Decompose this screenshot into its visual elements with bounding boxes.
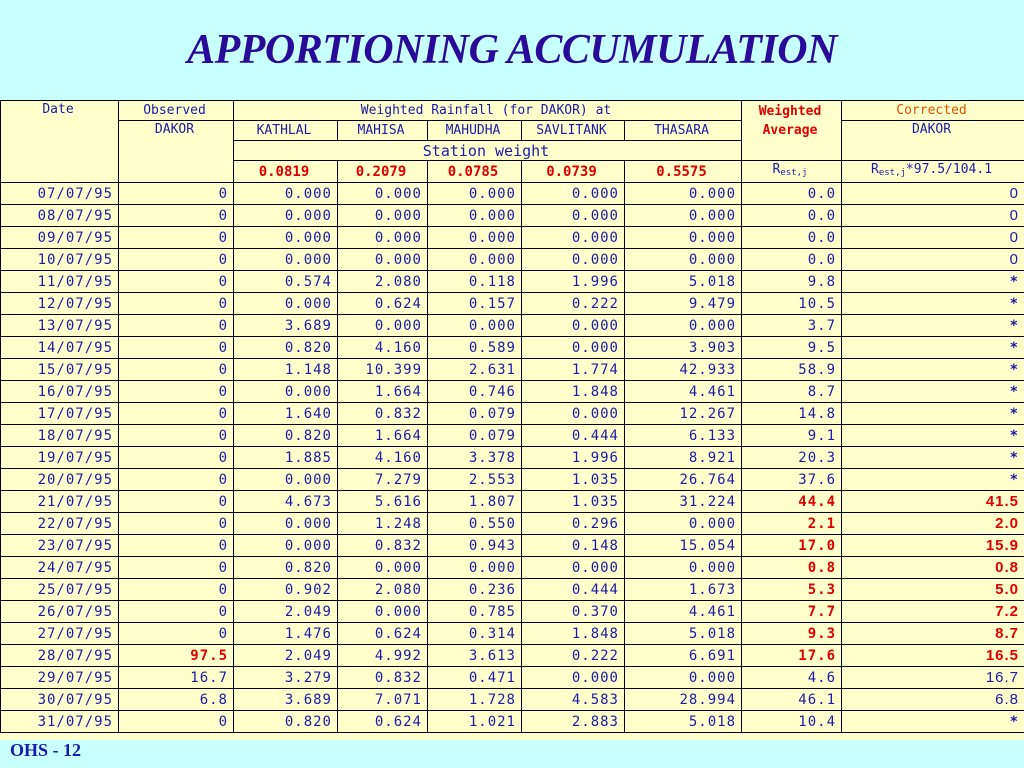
thasara-cell: 0.000 — [625, 205, 742, 227]
savlitank-cell: 1.996 — [522, 447, 625, 469]
table-row — [1, 249, 1024, 271]
corrected-cell: * — [842, 469, 1024, 491]
mahisa-cell: 7.279 — [338, 469, 428, 491]
mahudha-cell: 0.000 — [428, 249, 522, 271]
mahudha-cell: 1.807 — [428, 491, 522, 513]
date-cell: 19/07/95 — [1, 447, 119, 469]
savlitank-cell: 0.000 — [522, 227, 625, 249]
thasara-cell: 4.461 — [625, 601, 742, 623]
observed-header: Observed — [119, 101, 234, 121]
observed-cell: 0 — [119, 447, 234, 469]
date-cell: 15/07/95 — [1, 359, 119, 381]
table-row — [1, 689, 1024, 711]
weighted-average-cell: 8.7 — [742, 381, 842, 403]
savlitank-cell: 1.035 — [522, 469, 625, 491]
date-cell: 26/07/95 — [1, 601, 119, 623]
mahisa-cell: 5.616 — [338, 491, 428, 513]
station-savlitank: SAVLITANK — [522, 121, 625, 141]
corrected-station-header: DAKOR — [842, 121, 1024, 161]
mahisa-cell: 0.000 — [338, 183, 428, 205]
date-cell: 24/07/95 — [1, 557, 119, 579]
observed-cell: 0 — [119, 601, 234, 623]
date-cell: 31/07/95 — [1, 711, 119, 733]
savlitank-cell: 1.996 — [522, 271, 625, 293]
date-cell: 27/07/95 — [1, 623, 119, 645]
mahisa-cell: 7.071 — [338, 689, 428, 711]
kathlal-cell: 0.574 — [234, 271, 338, 293]
rainfall-table — [0, 100, 1024, 733]
observed-cell: 0 — [119, 623, 234, 645]
date-cell: 13/07/95 — [1, 315, 119, 337]
corrected-cell: 7.2 — [842, 601, 1024, 623]
date-header: Date — [1, 101, 119, 183]
mahudha-cell: 0.000 — [428, 205, 522, 227]
weighted-average-cell: 5.3 — [742, 579, 842, 601]
thasara-cell: 4.461 — [625, 381, 742, 403]
thasara-cell: 26.764 — [625, 469, 742, 491]
kathlal-cell: 1.148 — [234, 359, 338, 381]
kathlal-cell: 0.820 — [234, 711, 338, 733]
savlitank-cell: 1.035 — [522, 491, 625, 513]
mahisa-cell: 4.160 — [338, 447, 428, 469]
weighted-average-cell: 20.3 — [742, 447, 842, 469]
date-cell: 11/07/95 — [1, 271, 119, 293]
table-row — [1, 645, 1024, 667]
mahudha-cell: 0.118 — [428, 271, 522, 293]
observed-cell: 6.8 — [119, 689, 234, 711]
kathlal-cell: 1.640 — [234, 403, 338, 425]
weighted-average-cell: 46.1 — [742, 689, 842, 711]
mahudha-cell: 0.471 — [428, 667, 522, 689]
weighted-average-cell: 0.0 — [742, 249, 842, 271]
thasara-cell: 5.018 — [625, 623, 742, 645]
corrected-cell: * — [842, 271, 1024, 293]
table-row — [1, 381, 1024, 403]
mahisa-cell: 0.624 — [338, 293, 428, 315]
corrected-cell: 41.5 — [842, 491, 1024, 513]
thasara-cell: 0.000 — [625, 557, 742, 579]
corrected-cell: * — [842, 337, 1024, 359]
observed-cell: 0 — [119, 469, 234, 491]
weighted-average-cell: 17.6 — [742, 645, 842, 667]
header-row-1 — [1, 101, 1024, 121]
mahudha-cell: 0.589 — [428, 337, 522, 359]
savlitank-cell: 0.370 — [522, 601, 625, 623]
observed-cell: 0 — [119, 227, 234, 249]
kathlal-cell: 1.885 — [234, 447, 338, 469]
mahisa-cell: 0.000 — [338, 227, 428, 249]
observed-cell: 0 — [119, 183, 234, 205]
table-row — [1, 293, 1024, 315]
date-cell: 29/07/95 — [1, 667, 119, 689]
observed-cell: 0 — [119, 293, 234, 315]
table-row — [1, 513, 1024, 535]
mahudha-cell: 0.943 — [428, 535, 522, 557]
weighted-average-cell: 7.7 — [742, 601, 842, 623]
mahudha-cell: 1.021 — [428, 711, 522, 733]
mahisa-cell: 0.000 — [338, 205, 428, 227]
date-cell: 14/07/95 — [1, 337, 119, 359]
savlitank-cell: 4.583 — [522, 689, 625, 711]
observed-cell: 0 — [119, 337, 234, 359]
kathlal-cell: 0.820 — [234, 557, 338, 579]
corrected-cell: 0 — [842, 205, 1024, 227]
observed-cell: 0 — [119, 579, 234, 601]
date-cell: 17/07/95 — [1, 403, 119, 425]
corrected-formula-suffix: *97.5/104.1 — [905, 162, 993, 177]
weight-mahisa: 0.2079 — [338, 161, 428, 183]
kathlal-cell: 0.820 — [234, 425, 338, 447]
mahisa-cell: 0.000 — [338, 249, 428, 271]
table-row — [1, 271, 1024, 293]
thasara-cell: 0.000 — [625, 183, 742, 205]
observed-cell: 0 — [119, 513, 234, 535]
thasara-cell: 3.903 — [625, 337, 742, 359]
table-row — [1, 205, 1024, 227]
mahisa-cell: 4.160 — [338, 337, 428, 359]
corrected-cell: 8.7 — [842, 623, 1024, 645]
mahudha-cell: 0.785 — [428, 601, 522, 623]
kathlal-cell: 0.902 — [234, 579, 338, 601]
observed-cell: 0 — [119, 381, 234, 403]
savlitank-cell: 0.000 — [522, 315, 625, 337]
table-row — [1, 337, 1024, 359]
kathlal-cell: 4.673 — [234, 491, 338, 513]
savlitank-cell: 1.774 — [522, 359, 625, 381]
savlitank-cell: 0.148 — [522, 535, 625, 557]
corrected-cell: 0 — [842, 227, 1024, 249]
weighted-average-cell: 9.5 — [742, 337, 842, 359]
weighted-rainfall-header: Weighted Rainfall (for DAKOR) at — [234, 101, 742, 121]
r-est-header — [742, 161, 842, 183]
table-row — [1, 579, 1024, 601]
mahudha-cell: 0.314 — [428, 623, 522, 645]
slide-footer: OHS - 12 — [10, 740, 82, 760]
savlitank-cell: 0.000 — [522, 403, 625, 425]
kathlal-cell: 0.000 — [234, 293, 338, 315]
weighted-average-cell: 37.6 — [742, 469, 842, 491]
table-row — [1, 315, 1024, 337]
observed-cell: 0 — [119, 271, 234, 293]
r-est-base: R — [772, 162, 781, 177]
savlitank-cell: 0.000 — [522, 249, 625, 271]
date-cell: 21/07/95 — [1, 491, 119, 513]
mahisa-cell: 0.000 — [338, 601, 428, 623]
observed-cell: 0 — [119, 403, 234, 425]
table-row — [1, 601, 1024, 623]
mahisa-cell: 0.000 — [338, 557, 428, 579]
date-cell: 22/07/95 — [1, 513, 119, 535]
weighted-average-cell: 0.0 — [742, 227, 842, 249]
savlitank-cell: 0.000 — [522, 183, 625, 205]
thasara-cell: 5.018 — [625, 711, 742, 733]
weighted-average-cell: 58.9 — [742, 359, 842, 381]
observed-cell: 0 — [119, 535, 234, 557]
corrected-cell: * — [842, 425, 1024, 447]
mahudha-cell: 3.378 — [428, 447, 522, 469]
observed-cell: 0 — [119, 425, 234, 447]
kathlal-cell: 2.049 — [234, 645, 338, 667]
corrected-cell: 0.8 — [842, 557, 1024, 579]
weighted-average-cell: 0.0 — [742, 183, 842, 205]
table-row — [1, 623, 1024, 645]
slide-title: APPORTIONING ACCUMULATION — [187, 27, 837, 73]
corrected-cell: 16.7 — [842, 667, 1024, 689]
corrected-formula-header — [842, 161, 1024, 183]
weight-kathlal: 0.0819 — [234, 161, 338, 183]
thasara-cell: 6.691 — [625, 645, 742, 667]
kathlal-cell: 3.689 — [234, 689, 338, 711]
observed-cell: 97.5 — [119, 645, 234, 667]
mahudha-cell: 0.236 — [428, 579, 522, 601]
thasara-cell: 0.000 — [625, 513, 742, 535]
date-cell: 12/07/95 — [1, 293, 119, 315]
mahisa-cell: 0.624 — [338, 711, 428, 733]
corrected-cell: 0 — [842, 249, 1024, 271]
weighted-average-header: Weighted Average — [742, 101, 842, 161]
savlitank-cell: 0.222 — [522, 293, 625, 315]
table-row — [1, 557, 1024, 579]
thasara-cell: 5.018 — [625, 271, 742, 293]
corrected-cell: * — [842, 315, 1024, 337]
mahudha-cell: 0.079 — [428, 425, 522, 447]
corrected-cell: 5.0 — [842, 579, 1024, 601]
weighted-average-cell: 3.7 — [742, 315, 842, 337]
weighted-average-cell: 9.3 — [742, 623, 842, 645]
mahisa-cell: 0.832 — [338, 403, 428, 425]
header-row-2 — [1, 121, 1024, 141]
kathlal-cell: 0.000 — [234, 381, 338, 403]
table-row — [1, 183, 1024, 205]
table-row — [1, 403, 1024, 425]
mahudha-cell: 0.000 — [428, 183, 522, 205]
corrected-cell: * — [842, 359, 1024, 381]
mahudha-cell: 0.079 — [428, 403, 522, 425]
mahisa-cell: 1.248 — [338, 513, 428, 535]
date-cell: 18/07/95 — [1, 425, 119, 447]
thasara-cell: 0.000 — [625, 227, 742, 249]
weighted-average-cell: 9.1 — [742, 425, 842, 447]
mahisa-cell: 0.832 — [338, 535, 428, 557]
mahisa-cell: 0.832 — [338, 667, 428, 689]
thasara-cell: 15.054 — [625, 535, 742, 557]
corrected-cell: * — [842, 403, 1024, 425]
weighted-average-cell: 10.5 — [742, 293, 842, 315]
mahudha-cell: 0.550 — [428, 513, 522, 535]
r-est-sub: est,j — [780, 168, 808, 178]
observed-cell: 0 — [119, 711, 234, 733]
date-cell: 20/07/95 — [1, 469, 119, 491]
weighted-average-cell: 4.6 — [742, 667, 842, 689]
weight-mahudha: 0.0785 — [428, 161, 522, 183]
thasara-cell: 0.000 — [625, 249, 742, 271]
table-row — [1, 447, 1024, 469]
thasara-cell: 0.000 — [625, 315, 742, 337]
kathlal-cell: 0.000 — [234, 205, 338, 227]
weighted-average-cell: 0.0 — [742, 205, 842, 227]
mahisa-cell: 1.664 — [338, 425, 428, 447]
table-row — [1, 227, 1024, 249]
station-kathlal: KATHLAL — [234, 121, 338, 141]
weight-thasara: 0.5575 — [625, 161, 742, 183]
thasara-cell: 6.133 — [625, 425, 742, 447]
mahudha-cell: 2.631 — [428, 359, 522, 381]
corrected-cell: 15.9 — [842, 535, 1024, 557]
kathlal-cell: 0.820 — [234, 337, 338, 359]
savlitank-cell: 0.000 — [522, 557, 625, 579]
observed-station-header: DAKOR — [119, 121, 234, 183]
table-row — [1, 667, 1024, 689]
kathlal-cell: 0.000 — [234, 183, 338, 205]
observed-cell: 0 — [119, 315, 234, 337]
savlitank-cell: 0.444 — [522, 579, 625, 601]
table-row — [1, 469, 1024, 491]
weighted-average-cell: 0.8 — [742, 557, 842, 579]
savlitank-cell: 1.848 — [522, 381, 625, 403]
date-cell: 08/07/95 — [1, 205, 119, 227]
mahudha-cell: 0.746 — [428, 381, 522, 403]
thasara-cell: 8.921 — [625, 447, 742, 469]
mahudha-cell: 0.000 — [428, 227, 522, 249]
weighted-average-cell: 9.8 — [742, 271, 842, 293]
date-cell: 25/07/95 — [1, 579, 119, 601]
station-weight-header: Station weight — [234, 141, 742, 161]
kathlal-cell: 0.000 — [234, 535, 338, 557]
mahisa-cell: 4.992 — [338, 645, 428, 667]
savlitank-cell: 0.296 — [522, 513, 625, 535]
mahisa-cell: 2.080 — [338, 579, 428, 601]
date-cell: 23/07/95 — [1, 535, 119, 557]
mahudha-cell: 2.553 — [428, 469, 522, 491]
r-est-sub-2: est,j — [878, 168, 906, 178]
table-row — [1, 359, 1024, 381]
table-row — [1, 425, 1024, 447]
mahisa-cell: 1.664 — [338, 381, 428, 403]
kathlal-cell: 0.000 — [234, 249, 338, 271]
kathlal-cell: 0.000 — [234, 227, 338, 249]
corrected-header: Corrected — [842, 101, 1024, 121]
observed-cell: 16.7 — [119, 667, 234, 689]
thasara-cell: 12.267 — [625, 403, 742, 425]
kathlal-cell: 3.279 — [234, 667, 338, 689]
kathlal-cell: 1.476 — [234, 623, 338, 645]
station-mahisa: MAHISA — [338, 121, 428, 141]
thasara-cell: 28.994 — [625, 689, 742, 711]
savlitank-cell: 0.222 — [522, 645, 625, 667]
kathlal-cell: 0.000 — [234, 513, 338, 535]
date-cell: 30/07/95 — [1, 689, 119, 711]
mahisa-cell: 2.080 — [338, 271, 428, 293]
weight-savlitank: 0.0739 — [522, 161, 625, 183]
weighted-average-cell: 2.1 — [742, 513, 842, 535]
savlitank-cell: 0.000 — [522, 667, 625, 689]
mahudha-cell: 0.157 — [428, 293, 522, 315]
corrected-cell: 16.5 — [842, 645, 1024, 667]
corrected-cell: * — [842, 293, 1024, 315]
thasara-cell: 9.479 — [625, 293, 742, 315]
observed-cell: 0 — [119, 205, 234, 227]
thasara-cell: 31.224 — [625, 491, 742, 513]
observed-cell: 0 — [119, 557, 234, 579]
station-thasara: THASARA — [625, 121, 742, 141]
thasara-cell: 0.000 — [625, 667, 742, 689]
corrected-cell: 0 — [842, 183, 1024, 205]
thasara-cell: 42.933 — [625, 359, 742, 381]
weighted-average-cell: 10.4 — [742, 711, 842, 733]
mahudha-cell: 0.000 — [428, 557, 522, 579]
observed-cell: 0 — [119, 491, 234, 513]
savlitank-cell: 0.000 — [522, 205, 625, 227]
station-mahudha: MAHUDHA — [428, 121, 522, 141]
mahisa-cell: 10.399 — [338, 359, 428, 381]
date-cell: 28/07/95 — [1, 645, 119, 667]
kathlal-cell: 3.689 — [234, 315, 338, 337]
kathlal-cell: 0.000 — [234, 469, 338, 491]
table-row — [1, 711, 1024, 733]
corrected-cell: 2.0 — [842, 513, 1024, 535]
date-cell: 07/07/95 — [1, 183, 119, 205]
r-est-base-2: R — [871, 162, 879, 177]
corrected-cell: 6.8 — [842, 689, 1024, 711]
weighted-average-cell: 17.0 — [742, 535, 842, 557]
corrected-cell: * — [842, 447, 1024, 469]
mahisa-cell: 0.624 — [338, 623, 428, 645]
mahudha-cell: 0.000 — [428, 315, 522, 337]
observed-cell: 0 — [119, 359, 234, 381]
rainfall-table-area — [0, 100, 1024, 740]
savlitank-cell: 0.000 — [522, 337, 625, 359]
mahudha-cell: 3.613 — [428, 645, 522, 667]
table-row — [1, 535, 1024, 557]
date-cell: 10/07/95 — [1, 249, 119, 271]
mahisa-cell: 0.000 — [338, 315, 428, 337]
savlitank-cell: 2.883 — [522, 711, 625, 733]
corrected-cell: * — [842, 711, 1024, 733]
date-cell: 16/07/95 — [1, 381, 119, 403]
observed-cell: 0 — [119, 249, 234, 271]
date-cell: 09/07/95 — [1, 227, 119, 249]
corrected-cell: * — [842, 381, 1024, 403]
weighted-average-cell: 14.8 — [742, 403, 842, 425]
weighted-average-cell: 44.4 — [742, 491, 842, 513]
savlitank-cell: 0.444 — [522, 425, 625, 447]
savlitank-cell: 1.848 — [522, 623, 625, 645]
mahudha-cell: 1.728 — [428, 689, 522, 711]
table-row — [1, 491, 1024, 513]
thasara-cell: 1.673 — [625, 579, 742, 601]
kathlal-cell: 2.049 — [234, 601, 338, 623]
